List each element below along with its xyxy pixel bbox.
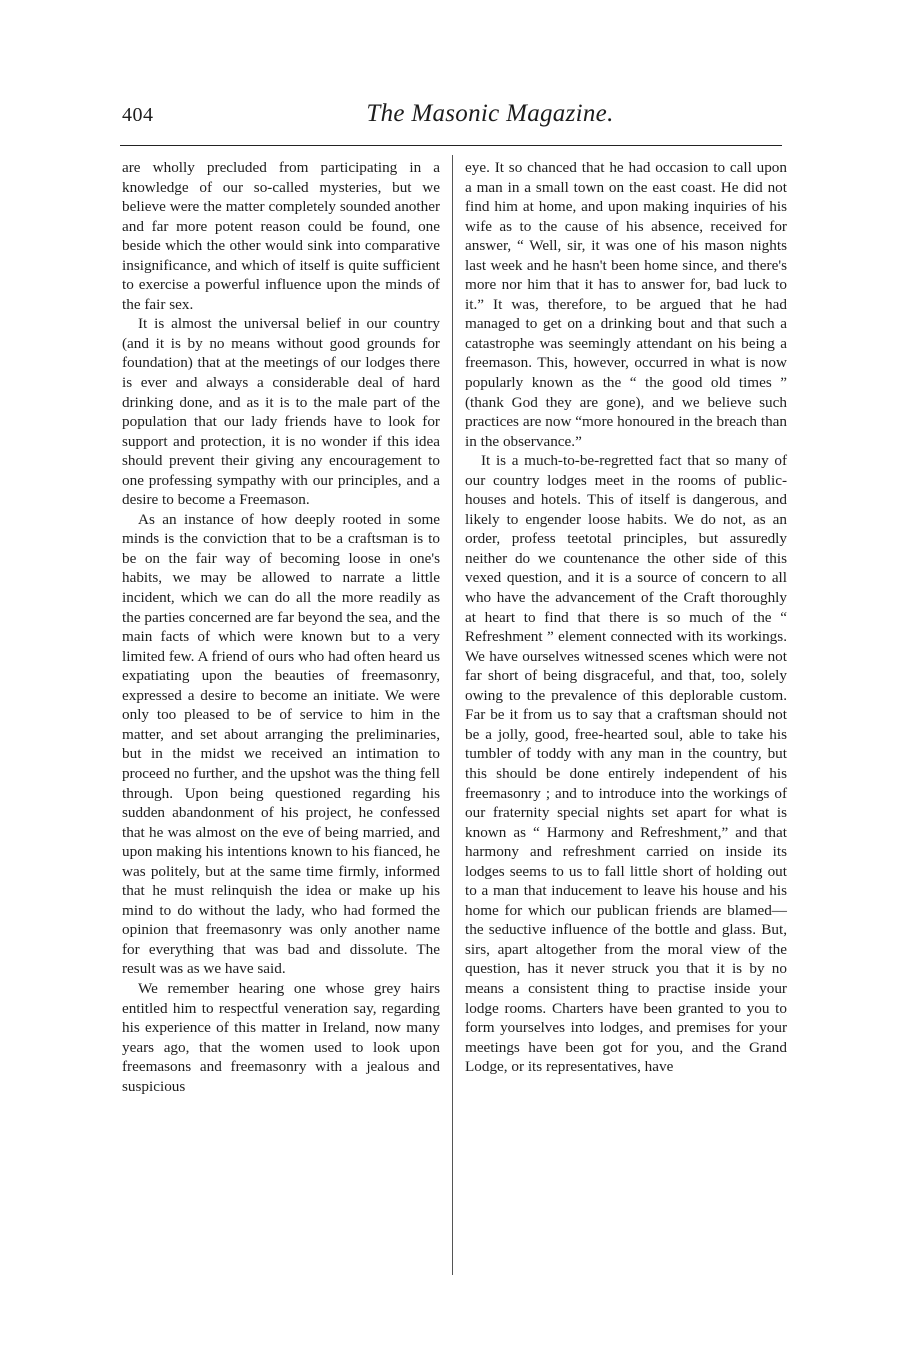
- right-paragraph-2: It is a much-to-be-regretted fact that so many of our country lodges meet in the rooms of public-houses and hotels. This of itself is dangerous, and likely to engender loose habits. We do not, as an order, profess teetotal principles, but assuredly neither do we countenance the other side of this vexed question, and it is a source of concern to all who have the advancement of the Craft thoroughly at heart to find that there is so much of the “ Refreshment ” element connected with its workings. We have ourselves witnessed scenes which were not far short of being disgraceful, and that, too, solely owing to the prevalence of this deplorable custom. Far be it from us to say that a craftsman should not be a jolly, good, free-hearted soul, able to take his tumbler of toddy with any man in the country, but this should be done entirely independent of his freemasonry ; and to introduce into the workings of our fraternity special nights set apart for what is known as “ Harmony and Refreshment,” and that harmony and refreshment carried on inside its lodges seems to us to fall little short of holding out to a man that inducement to leave his house and his home for which our publican friends are blamed—the seductive influence of the bottle and glass. But, sirs, apart altogether from the moral view of the question, has it never struck you that it is by no means a consistent thing to practise inside your lodge rooms. Charters have been granted to you to form yourselves into lodges, and premises for your meetings have been got for you, and the Grand Lodge, or its representatives, have: [465, 452, 787, 1076]
- left-paragraph-2: It is almost the universal belief in our country (and it is by no means without good grounds for foundation) that at the meetings of our lodges there is ever and always a considerable deal of hard drinking done, and as it is to the male part of the population that our lady friends have to look for support and protection, it is no wonder if this idea should prevent their giving any encouragement to one professing sympathy with our principles, and a desire to become a Freemason.: [122, 315, 440, 509]
- right-column: [465, 158, 787, 1077]
- column-divider: [452, 155, 453, 1275]
- left-paragraph-4: We remember hearing one whose grey hairs entitled him to respectful veneration say, regarding his experience of this matter in Ireland, now many years ago, that the women used to look upon freemasons and freemasonry with a jealous and suspicious: [122, 979, 440, 1095]
- page-number: 404: [122, 104, 154, 126]
- left-column: [122, 158, 440, 1096]
- left-paragraph-1: are wholly precluded from participating in a knowledge of our so-called mysteries, but we believe were the matter completely sounded another and far more potent reason could be found, one beside which the other would sink into comparative insignificance, and which of itself is quite sufficient to exercise a powerful influence upon the minds of the fair sex.: [122, 159, 440, 313]
- running-title: The Masonic Magazine.: [366, 100, 614, 127]
- header-rule: [120, 145, 782, 146]
- page-header: [0, 0, 905, 150]
- right-paragraph-1: eye. It so chanced that he had occasion to call upon a man in a small town on the east coast. He did not find him at home, and upon making inquiries of his wife as to the cause of his absence, received for answer, “ Well, sir, it was one of his mason nights last week and he hasn't been home since, and there's more nor him that it has to answer for, bad luck to it.” It was, therefore, to be argued that he had managed to get on a drinking bout and that such a catastrophe was seemingly attendant on his being a freemason. This, however, occurred in what is now popularly known as the “ the good old times ” (thank God they are gone), and we believe such practices are now “more honoured in the breach than in the observance.”: [465, 159, 787, 450]
- left-paragraph-3: As an instance of how deeply rooted in some minds is the conviction that to be a craftsman is to be on the fair way of becoming loose in one's habits, we may be allowed to narrate a little incident, which we can do all the more readily as the parties concerned are far beyond the sea, and the main facts of which were known but to a very limited few. A friend of ours who had often heard us expatiating upon the beauties of freemasonry, expressed a desire to become an initiate. We were only too pleased to be of service to him in the matter, and set about arranging the preliminaries, but in the midst we received an intimation to proceed no further, and the upshot was the thing fell through. Upon being questioned regarding his sudden abandonment of his project, he confessed that he was almost on the eve of being married, and upon making his intentions known to his fianced, he was politely, but at the same time firmly, informed that he must relinquish the idea or make up his mind to do without the lady, who had formed the opinion that freemasonry was only another name for everything that was bad and dissolute. The result was as we have said.: [122, 510, 440, 978]
